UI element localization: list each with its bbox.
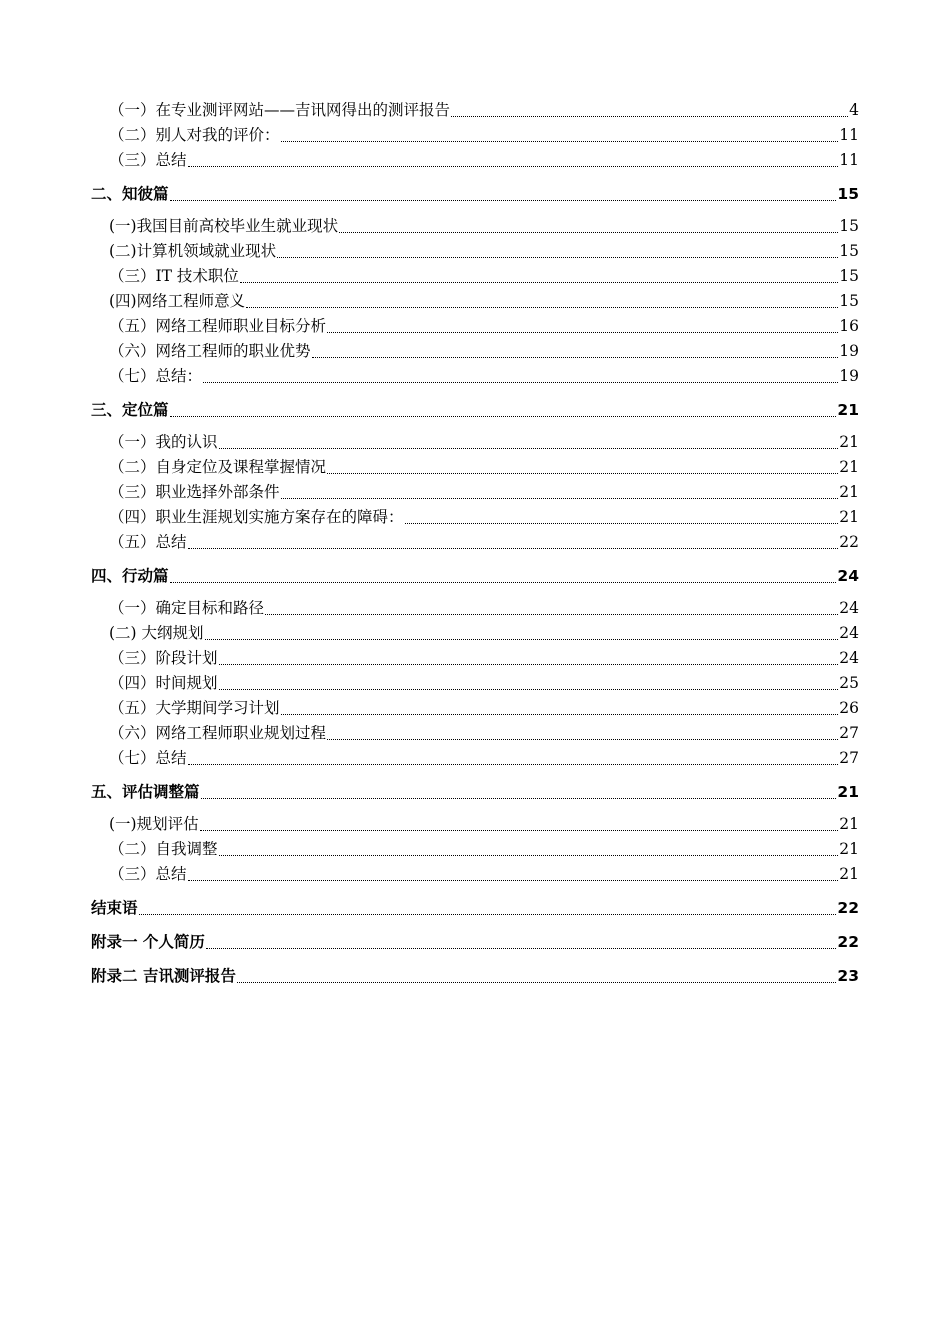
toc-entry-label: （三）阶段计划 xyxy=(109,649,218,667)
toc-subsection-entry[interactable] xyxy=(91,214,859,239)
toc-page-number: 19 xyxy=(839,342,859,360)
toc-subsection-entry[interactable] xyxy=(91,339,859,364)
toc-subsection-entry[interactable] xyxy=(91,530,859,555)
toc-subsection-entry[interactable] xyxy=(91,98,859,123)
toc-section-entry[interactable] xyxy=(91,563,859,589)
toc-dot-leader xyxy=(237,981,837,983)
toc-dot-leader xyxy=(188,165,839,167)
toc-dot-leader xyxy=(219,447,839,449)
toc-entry-label: 附录一 个人简历 xyxy=(91,933,205,951)
toc-entry-label: （三）总结 xyxy=(109,865,187,883)
toc-subsection-entry[interactable] xyxy=(91,455,859,480)
toc-subsection-entry[interactable] xyxy=(91,264,859,289)
toc-dot-leader xyxy=(246,306,838,308)
toc-subsection-entry[interactable] xyxy=(91,364,859,389)
toc-subsection-entry[interactable] xyxy=(91,696,859,721)
toc-dot-leader xyxy=(240,281,838,283)
toc-entry-label: (四)网络工程师意义 xyxy=(109,292,246,310)
toc-entry-label: （七）总结： xyxy=(109,367,203,385)
toc-page-number: 23 xyxy=(837,967,859,985)
toc-subsection-entry[interactable] xyxy=(91,123,859,148)
toc-entry-label: (二) 大纲规划 xyxy=(109,624,204,642)
toc-entry-label: （三）IT 技术职位 xyxy=(109,267,239,285)
toc-section-entry[interactable] xyxy=(91,397,859,423)
toc-dot-leader xyxy=(277,256,838,258)
toc-entry-label: (一)规划评估 xyxy=(109,815,199,833)
toc-page-number: 15 xyxy=(839,242,859,260)
toc-page-number: 26 xyxy=(839,699,859,717)
toc-dot-leader xyxy=(188,547,839,549)
toc-dot-leader xyxy=(170,581,837,583)
toc-subsection-entry[interactable] xyxy=(91,646,859,671)
toc-entry-label: （四）时间规划 xyxy=(109,674,218,692)
toc-dot-leader xyxy=(281,497,839,499)
toc-dot-leader xyxy=(170,199,837,201)
toc-dot-leader xyxy=(327,331,838,333)
toc-dot-leader xyxy=(200,829,839,831)
toc-page-number: 22 xyxy=(837,899,859,917)
toc-dot-leader xyxy=(188,879,839,881)
toc-subsection-entry[interactable] xyxy=(91,239,859,264)
toc-page-number: 21 xyxy=(839,433,859,451)
toc-page-number: 24 xyxy=(839,649,859,667)
toc-dot-leader xyxy=(327,472,838,474)
toc-page-number: 16 xyxy=(839,317,859,335)
toc-section-entry[interactable] xyxy=(91,779,859,805)
toc-entry-label: （一）在专业测评网站——吉讯网得出的测评报告 xyxy=(109,101,451,119)
toc-section-entry[interactable] xyxy=(91,963,859,989)
toc-page-number: 21 xyxy=(839,865,859,883)
toc-subsection-entry[interactable] xyxy=(91,721,859,746)
toc-dot-leader xyxy=(339,231,838,233)
toc-entry-label: （三）职业选择外部条件 xyxy=(109,483,280,501)
toc-subsection-entry[interactable] xyxy=(91,862,859,887)
toc-dot-leader xyxy=(327,738,838,740)
toc-page-number: 21 xyxy=(839,508,859,526)
toc-page-number: 21 xyxy=(839,840,859,858)
toc-dot-leader xyxy=(405,522,839,524)
toc-subsection-entry[interactable] xyxy=(91,812,859,837)
toc-dot-leader xyxy=(312,356,839,358)
toc-section-entry[interactable] xyxy=(91,929,859,955)
toc-page-number: 21 xyxy=(839,483,859,501)
toc-page-number: 4 xyxy=(849,101,859,119)
toc-entry-label: 二、知彼篇 xyxy=(91,185,169,203)
toc-page-number: 24 xyxy=(839,599,859,617)
toc-entry-label: 结束语 xyxy=(91,899,138,917)
toc-page-number: 21 xyxy=(839,458,859,476)
toc-dot-leader xyxy=(205,638,839,640)
toc-entry-label: (一)我国目前高校毕业生就业现状 xyxy=(109,217,339,235)
toc-page-number: 22 xyxy=(839,533,859,551)
toc-subsection-entry[interactable] xyxy=(91,148,859,173)
toc-dot-leader xyxy=(206,947,837,949)
toc-entry-label: 四、行动篇 xyxy=(91,567,169,585)
toc-entry-label: （二）别人对我的评价： xyxy=(109,126,280,144)
toc-page-number: 11 xyxy=(839,151,859,169)
toc-entry-label: 附录二 吉讯测评报告 xyxy=(91,967,236,985)
toc-section-entry[interactable] xyxy=(91,181,859,207)
toc-page-number: 21 xyxy=(837,401,859,419)
toc-entry-label: （五）大学期间学习计划 xyxy=(109,699,280,717)
toc-entry-label: （一）确定目标和路径 xyxy=(109,599,265,617)
toc-dot-leader xyxy=(281,140,839,142)
toc-subsection-entry[interactable] xyxy=(91,746,859,771)
toc-dot-leader xyxy=(188,763,839,765)
toc-entry-label: （二）自身定位及课程掌握情况 xyxy=(109,458,327,476)
toc-entry-label: （五）网络工程师职业目标分析 xyxy=(109,317,327,335)
toc-page-number: 27 xyxy=(839,749,859,767)
toc-dot-leader xyxy=(219,663,839,665)
toc-subsection-entry[interactable] xyxy=(91,314,859,339)
toc-page-number: 15 xyxy=(839,292,859,310)
toc-dot-leader xyxy=(139,913,837,915)
toc-subsection-entry[interactable] xyxy=(91,596,859,621)
toc-page-number: 22 xyxy=(837,933,859,951)
toc-entry-label: 五、评估调整篇 xyxy=(91,783,200,801)
toc-subsection-entry[interactable] xyxy=(91,289,859,314)
toc-dot-leader xyxy=(203,381,838,383)
toc-subsection-entry[interactable] xyxy=(91,621,859,646)
toc-section-entry[interactable] xyxy=(91,895,859,921)
toc-entry-label: （一）我的认识 xyxy=(109,433,218,451)
toc-dot-leader xyxy=(201,797,837,799)
toc-entry-label: (二)计算机领域就业现状 xyxy=(109,242,277,260)
toc-page-number: 11 xyxy=(839,126,859,144)
toc-subsection-entry[interactable] xyxy=(91,671,859,696)
toc-dot-leader xyxy=(219,854,839,856)
toc-page-number: 15 xyxy=(839,267,859,285)
toc-page-number: 21 xyxy=(837,783,859,801)
table-of-contents xyxy=(91,98,859,996)
toc-subsection-entry[interactable] xyxy=(91,480,859,505)
toc-page-number: 25 xyxy=(839,674,859,692)
toc-subsection-entry[interactable] xyxy=(91,837,859,862)
toc-page-number: 21 xyxy=(839,815,859,833)
toc-page-number: 15 xyxy=(839,217,859,235)
toc-entry-label: （七）总结 xyxy=(109,749,187,767)
toc-dot-leader xyxy=(265,613,838,615)
toc-dot-leader xyxy=(219,688,839,690)
toc-page-number: 24 xyxy=(837,567,859,585)
toc-entry-label: （五）总结 xyxy=(109,533,187,551)
toc-page-number: 24 xyxy=(839,624,859,642)
toc-dot-leader xyxy=(451,115,848,117)
toc-entry-label: （四）职业生涯规划实施方案存在的障碍： xyxy=(109,508,404,526)
toc-subsection-entry[interactable] xyxy=(91,505,859,530)
toc-dot-leader xyxy=(170,415,837,417)
toc-entry-label: 三、定位篇 xyxy=(91,401,169,419)
toc-entry-label: （六）网络工程师职业规划过程 xyxy=(109,724,327,742)
toc-entry-label: （六）网络工程师的职业优势 xyxy=(109,342,311,360)
toc-subsection-entry[interactable] xyxy=(91,430,859,455)
toc-entry-label: （二）自我调整 xyxy=(109,840,218,858)
toc-page-number: 15 xyxy=(837,185,859,203)
toc-entry-label: （三）总结 xyxy=(109,151,187,169)
toc-page-number: 27 xyxy=(839,724,859,742)
toc-page-number: 19 xyxy=(839,367,859,385)
toc-dot-leader xyxy=(281,713,839,715)
